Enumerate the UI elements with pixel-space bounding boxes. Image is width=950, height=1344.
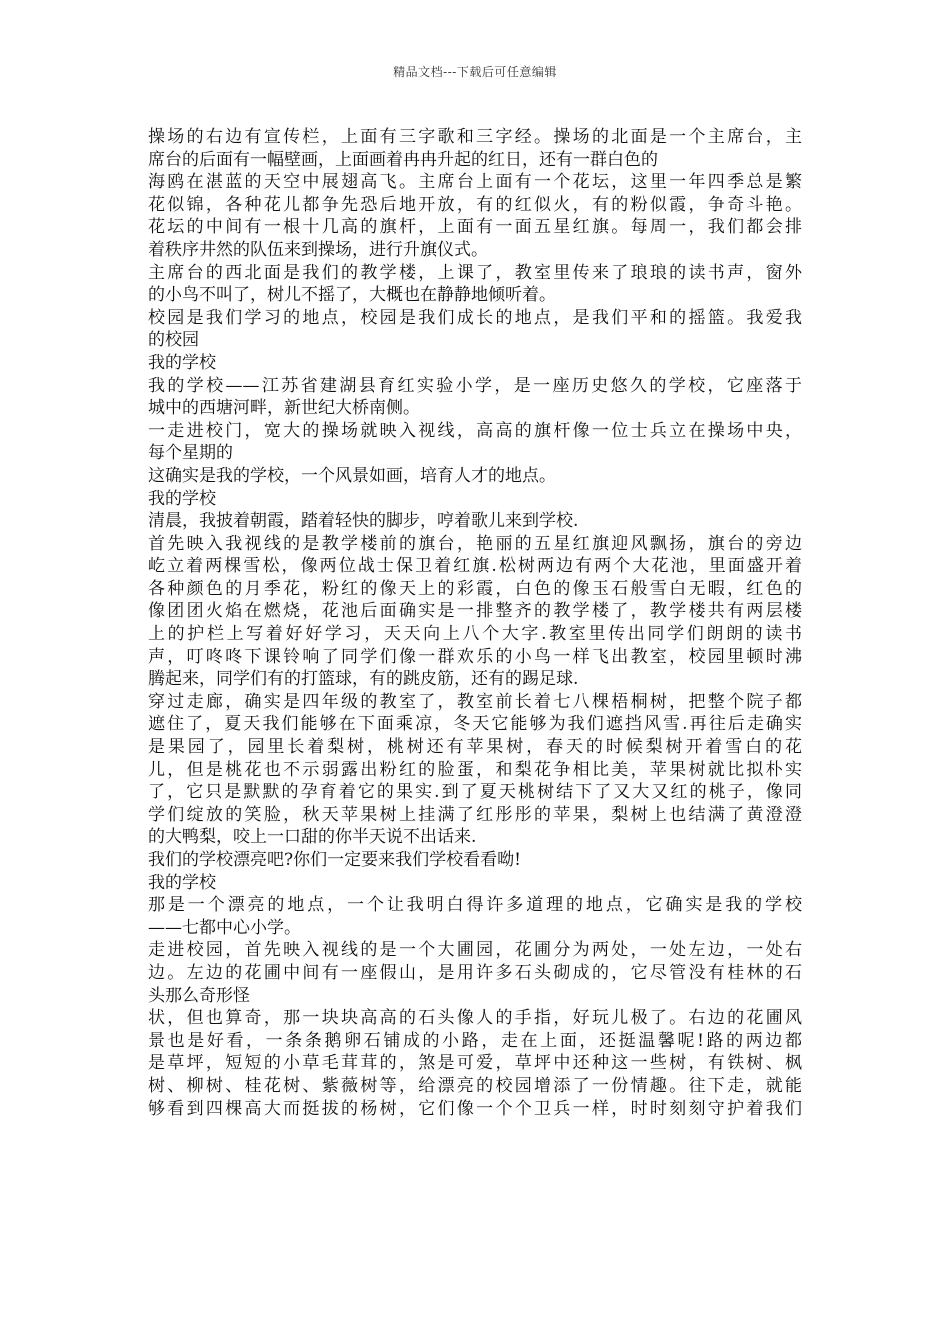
text-line: 像团团火焰在燃烧，花池后面确实是一排整齐的教学楼了，教学楼共有两层楼 xyxy=(148,601,802,622)
text-line: 是果园了，园里长着梨树，桃树还有苹果树，春天的时候梨树开着雪白的花 xyxy=(148,737,802,758)
text-line: 是草坪，短短的小草毛茸茸的，煞是可爱，草坪中还种这一些树，有铁树、枫 xyxy=(148,1053,802,1074)
text-line: 我的学校 xyxy=(148,488,216,509)
text-line: 走进校园，首先映入视线的是一个大圃园，花圃分为两处，一处左边，一处右 xyxy=(148,940,802,961)
text-line: 边。左边的花圃中间有一座假山，是用许多石头砌成的，它尽管没有桂林的石 xyxy=(148,962,802,983)
text-line: 腾起来，同学们有的打篮球，有的跳皮筋，还有的踢足球. xyxy=(148,669,579,690)
text-line: 上的护栏上写着好好学习，天天向上八个大字.教室里传出同学们朗朗的读书 xyxy=(148,624,802,645)
text-line: 花似锦，各种花儿都争先恐后地开放，有的红似火，有的粉似霞，争奇斗艳。 xyxy=(148,194,802,215)
text-line: 清晨，我披着朝霞，踏着轻快的脚步，哼着歌儿来到学校. xyxy=(148,511,579,532)
text-line: 首先映入我视线的是教学楼前的旗台，艳丽的五星红旗迎风飘扬，旗台的旁边 xyxy=(148,533,802,554)
text-line: 每个星期的 xyxy=(148,443,233,464)
text-line: ——七都中心小学。 xyxy=(148,917,301,938)
text-line: 声，叮咚咚下课铃响了同学们像一群欢乐的小鸟一样飞出教室，校园里顿时沸 xyxy=(148,646,802,667)
text-line: 的校园 xyxy=(148,330,199,351)
text-line: 一走进校门，宽大的操场就映入视线，高高的旗杆像一位士兵立在操场中央， xyxy=(148,420,802,441)
text-line: 这确实是我的学校，一个风景如画，培育人才的地点。 xyxy=(148,465,556,486)
text-line: 状，但也算奇，那一块块高高的石头像人的手指，好玩儿极了。右边的花圃风 xyxy=(148,1008,802,1029)
text-line: 主席台的西北面是我们的教学楼，上课了，教室里传来了琅琅的读书声，窗外 xyxy=(148,262,802,283)
text-line: 我们的学校漂亮吧?你们一定要来我们学校看看呦! xyxy=(148,850,521,870)
text-line: 各种颜色的月季花，粉红的像天上的彩霞，白色的像玉石般雪白无暇，红色的 xyxy=(148,578,802,599)
text-line: 的大鸭梨，咬上一口甜的你半天说不出话来. xyxy=(148,827,477,848)
text-line: 那是一个漂亮的地点，一个让我明白得许多道理的地点，它确实是我的学校 xyxy=(148,895,802,916)
text-line: 景也是好看，一条条鹅卵石铺成的小路，走在上面，还挺温馨呢!路的两边都 xyxy=(148,1030,802,1051)
text-line: 儿，但是桃花也不示弱露出粉红的脸蛋，和梨花争相比美，苹果树就比拟朴实 xyxy=(148,759,802,780)
text-line: 席台的后面有一幅壁画，上面画着冉冉升起的红日，还有一群白色的 xyxy=(148,149,658,170)
text-line: 遮住了，夏天我们能够在下面乘凉，冬天它能够为我们遮挡风雪.再往后走确实 xyxy=(148,714,802,735)
text-line: 我的学校——江苏省建湖县育红实验小学，是一座历史悠久的学校，它座落于 xyxy=(148,375,802,396)
text-line: 我的学校 xyxy=(148,352,216,373)
text-line: 够看到四棵高大而挺拔的杨树，它们像一个个卫兵一样，时时刻刻守护着我们 xyxy=(148,1098,802,1119)
text-line: 海鸥在湛蓝的天空中展翅高飞。主席台上面有一个花坛，这里一年四季总是繁 xyxy=(148,172,802,193)
text-line: 城中的西塘河畔，新世纪大桥南侧。 xyxy=(148,398,420,419)
text-line: 了，它只是默默的孕育着它的果实.到了夏天桃树结下了又大又红的桃子，像同 xyxy=(148,782,802,803)
text-line: 学们绽放的笑脸，秋天苹果树上挂满了红彤彤的苹果，梨树上也结满了黄澄澄 xyxy=(148,804,802,825)
text-line: 穿过走廊，确实是四年级的教室了，教室前长着七八棵梧桐树，把整个院子都 xyxy=(148,691,802,712)
page-header: 精品文档---下载后可任意编辑 xyxy=(393,65,557,79)
text-line: 花坛的中间有一根十几高的旗杆，上面有一面五星红旗。每周一，我们都会排 xyxy=(148,217,802,238)
text-line: 屹立着两棵雪松，像两位战士保卫着红旗.松树两边有两个大花池，里面盛开着 xyxy=(148,556,802,577)
text-line: 操场的右边有宣传栏，上面有三字歌和三字经。操场的北面是一个主席台，主 xyxy=(148,127,802,147)
text-line: 的小鸟不叫了，树儿不摇了，大概也在静静地倾听着。 xyxy=(148,285,556,306)
text-line: 头那么奇形怪 xyxy=(148,985,250,1006)
text-line: 校园是我们学习的地点，校园是我们成长的地点，是我们平和的摇篮。我爱我 xyxy=(148,307,802,328)
text-line: 我的学校 xyxy=(148,872,216,893)
text-line: 着秩序井然的队伍来到操场，进行升旗仪式。 xyxy=(148,239,488,260)
text-line: 树、柳树、桂花树、紫薇树等，给漂亮的校园增添了一份情趣。往下走，就能 xyxy=(148,1075,802,1096)
document-body xyxy=(148,126,802,1120)
